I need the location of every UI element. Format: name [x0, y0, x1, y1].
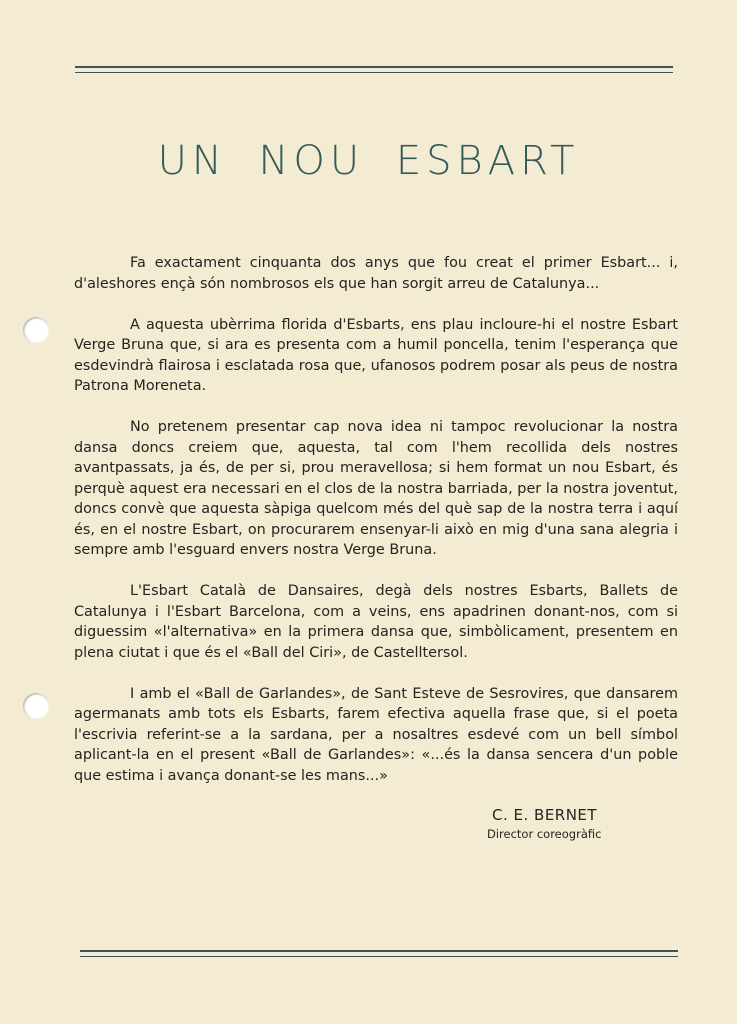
page-title: UN NOU ESBART	[157, 138, 580, 184]
rule-line	[80, 950, 678, 952]
paragraph-1: Fa exactament cinquanta dos anys que fou creat el primer Esbart... i, d'aleshores ençà són nombrosos els que han sorgit arreu de Catalunya...	[74, 255, 678, 292]
rule-line	[80, 956, 678, 957]
article-body	[74, 253, 678, 786]
rule-line	[75, 66, 673, 68]
punch-hole	[23, 693, 49, 719]
bottom-double-rule	[80, 950, 678, 957]
paragraph-5: I amb el «Ball de Garlandes», de Sant Esteve de Sesrovires, que dansarem agermanats amb tots els Esbarts, farem efectiva aquella frase que, si el poeta l'escrivia referint-se a la sardana, per a nosaltres esdevé com un bell símbol aplicant-la en el present «Ball de Garlandes»: «...és la dansa sencera d'un poble que estima i avança donant-se les mans...»	[74, 685, 678, 784]
punch-hole	[23, 317, 49, 343]
paragraph-3: No pretenem presentar cap nova idea ni tampoc revolucionar la nostra dansa doncs creiem que, aquesta, tal com l'hem recollida dels nostres avantpassats, ja és, de per si, prou meravellosa; si hem format un nou Esbart, és perquè aquest era necessari en el clos de la nostra barriada, per la nostra joventut, doncs convè que aquesta sàpiga quelcom més del què sap de la nostra terra i aquí és, en el nostre Esbart, on procurarem ensenyar-li això en mig d'una sana alegria i sempre amb l'esguard envers nostra Verge Bruna.	[74, 419, 678, 558]
signature-block	[478, 806, 678, 841]
rule-line	[75, 72, 673, 73]
top-double-rule	[75, 66, 673, 73]
paragraph-2: A aquesta ubèrrima florida d'Esbarts, ens plau incloure-hi el nostre Esbart Verge Bruna que, si ara es presenta com a humil poncella, tenim l'esperança que esdevindrà flairosa i esclatada rosa que, ufanosos podrem posar als peus de nostra Patrona Moreneta.	[74, 316, 678, 394]
signature-role: Director coreogràfic	[487, 827, 602, 841]
signature-name: C. E. BERNET	[492, 806, 598, 824]
paragraph-4: L'Esbart Català de Dansaires, degà dels nostres Esbarts, Ballets de Catalunya i l'Esbart Barcelona, com a veins, ens apadrinen donant-nos, com si diguessim «l'alternativa» en la primera dansa que, simbòlicament, presentem en plena ciutat i que és el «Ball del Ciri», de Castelltersol.	[74, 583, 678, 661]
